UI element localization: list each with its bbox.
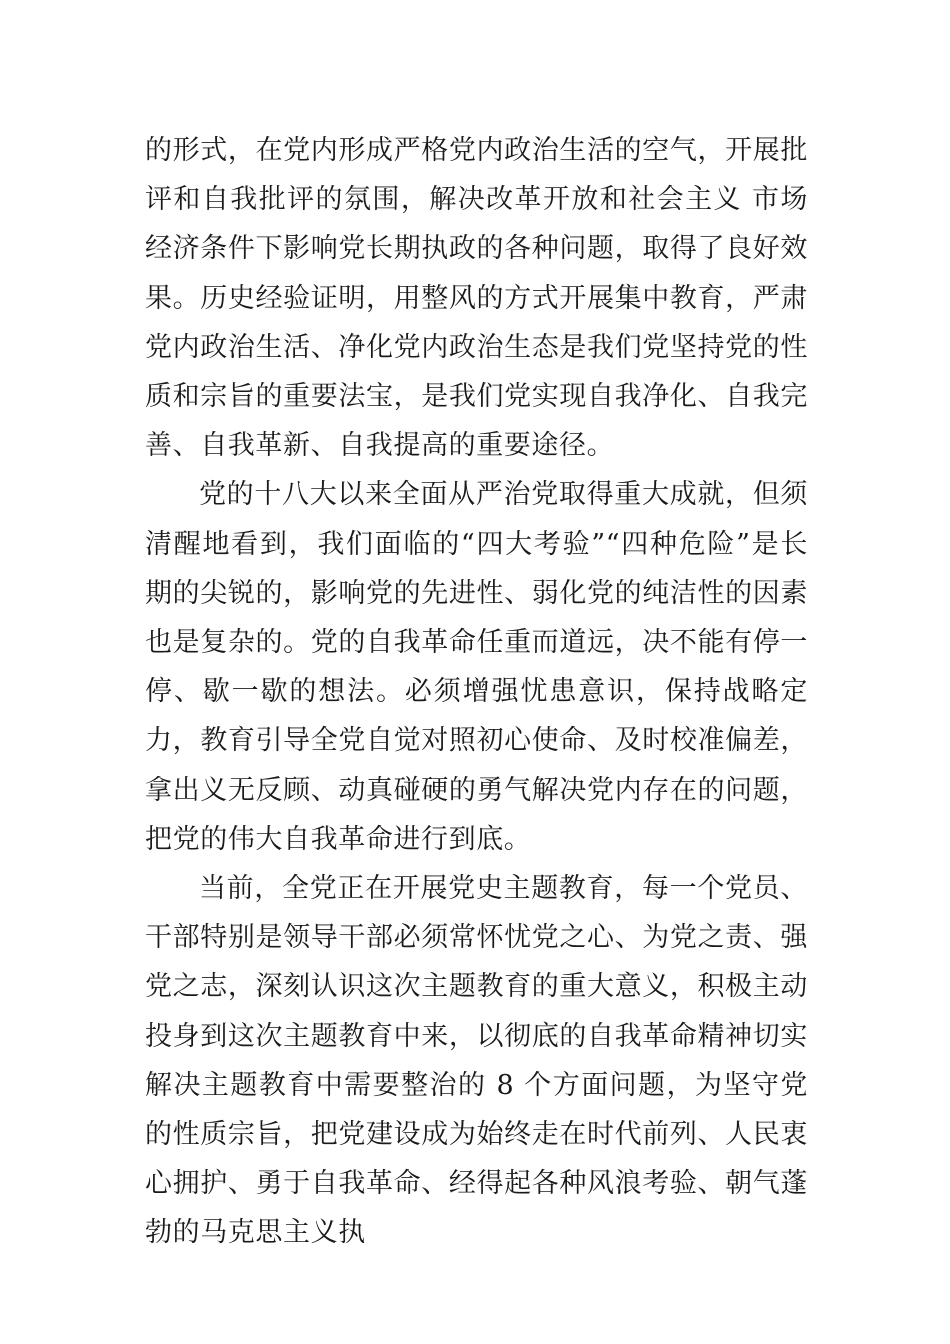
paragraph-3: 当前，全党正在开展党史主题教育，每一个党员、干部特别是领导干部必须常怀忧党之心、为党之责、强党之志，深刻认识这次主题教育的重大意义，积极主动投身到这次主题教育中来，以彻底的自我革命精神切实解决主题教育中需要整治的 8 个方面问题，为坚守党的性质宗旨，把党建设成为始终走在时代前列、人民衷心拥护、勇于自我革命、经得起各种风浪考验、朝气蓬勃的马克思主义执 bbox=[145, 873, 808, 1249]
paragraph-2: 党的十八大以来全面从严治党取得重大成就，但须清醒地看到，我们面临的“四大考验”“四种危险”是长期的尖锐的，影响党的先进性、弱化党的纯洁性的因素也是复杂的。党的自我革命任重而道远，决不能有停一停、歇一歇的想法。必须增强忧患意识，保持战略定力，教育引导全党自觉对照初心使命、及时校准偏差，拿出义无反顾、动真碰硬的勇气解决党内存在的问题，把党的伟大自我革命进行到底。 bbox=[145, 479, 808, 855]
paragraph-1: 的形式，在党内形成严格党内政治生活的空气，开展批评和自我批评的氛围，解决改革开放和社会主义 市场经济条件下影响党长期执政的各种问题，取得了良好效果。历史经验证明，用整风的方式开展集中教育，严肃党内政治生活、净化党内政治生态是我们党坚持党的性质和宗旨的重要法宝，是我们党实现自我净化、自我完善、自我革新、自我提高的重要途径。 bbox=[145, 135, 808, 462]
body-text bbox=[145, 126, 808, 1258]
